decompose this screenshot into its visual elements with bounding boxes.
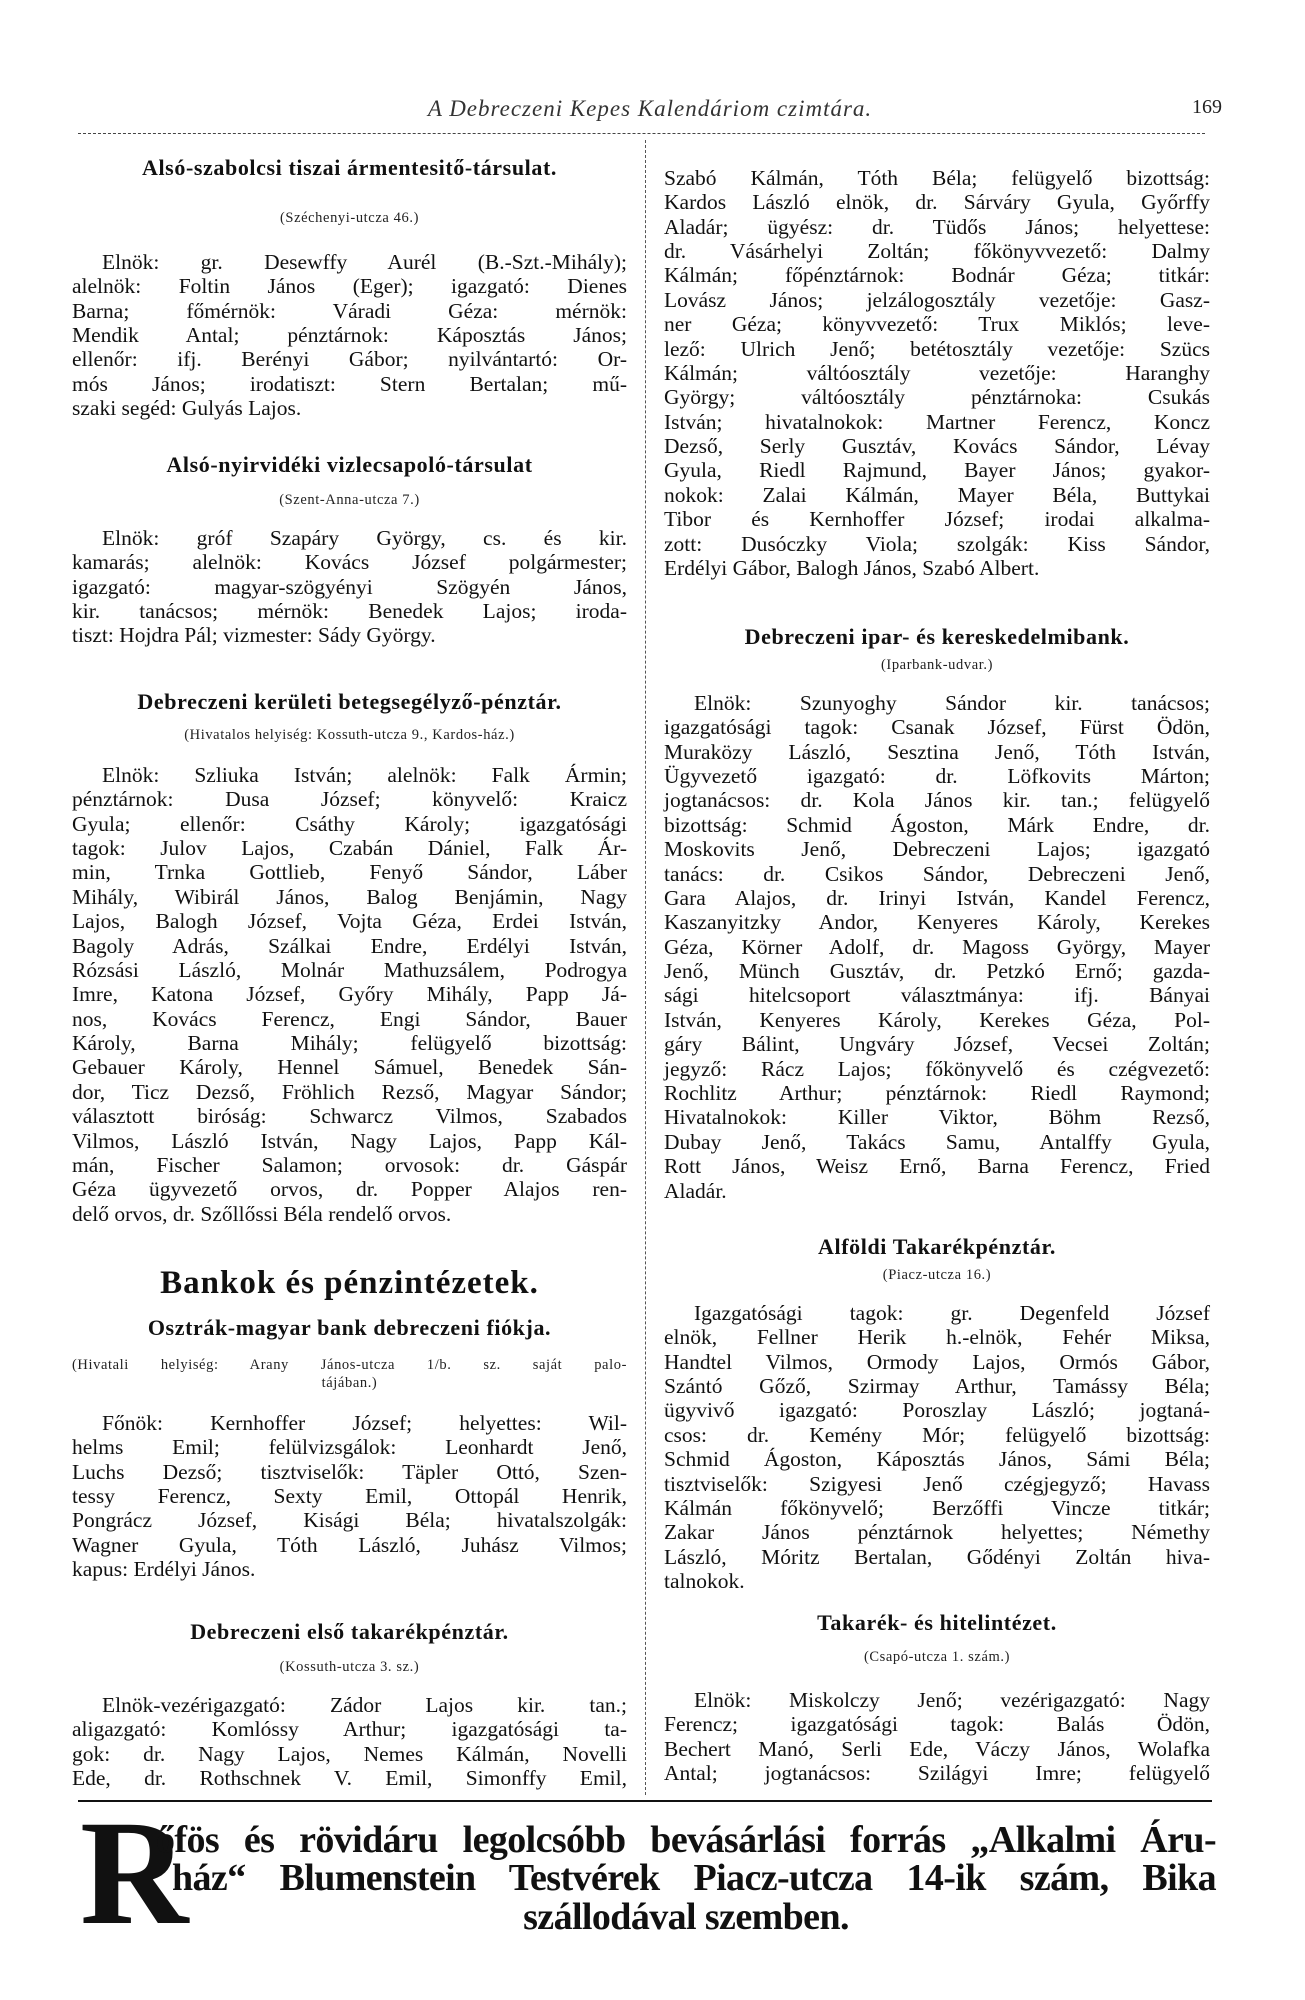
text-line: alelnök: Foltin János (Eger); igazgató: Dienes — [72, 274, 627, 299]
text-line: Főnök: Kernhoffer József; helyettes: Wil- — [102, 1410, 627, 1435]
institution-address: (Csapó-utcza 1. szám.) — [863, 1649, 1011, 1665]
text-line: mós János; irodatiszt: Stern Bertalan; mű- — [72, 371, 627, 396]
text-line: tagok: Julov Lajos, Czabán Dániel, Falk Ár- — [72, 835, 627, 860]
text-line: Elnök: gr. Desewffy Aurél (B.-Szt.-Mihály); — [102, 249, 627, 274]
text-line: Elnök-vezérigazgató: Zádor Lajos kir. tan.; — [102, 1692, 627, 1717]
advertisement — [0, 1790, 1305, 1956]
institution-heading: Alföldi Takarékpénztár. — [818, 1234, 1056, 1259]
text-line: Antal; jogtanácsos: Szilágyi Imre; felügyelő — [664, 1760, 1210, 1785]
text-line: igazgató: magyar-szögyényi Szögyén János, — [72, 574, 627, 599]
page-number: 169 — [1192, 96, 1222, 118]
text-line: Luchs Dezső; tisztviselők: Täpler Ottó, Szen- — [72, 1459, 627, 1484]
section-title: Bankok és pénzintézetek. — [160, 1265, 539, 1301]
text-line: igazgatósági tagok: Csanak József, Fürst Ödön, — [664, 715, 1210, 740]
text-line: Schmid Ágoston, Káposztás János, Sámi Béla; — [664, 1447, 1210, 1472]
institution-heading: Alsó-szabolcsi tiszai ármentesitő-társulat. — [141, 155, 557, 180]
footer-rule — [78, 1800, 1212, 1802]
text-line: Mendik Antal; pénztárnok: Káposztás János; — [72, 322, 627, 347]
institution-body — [664, 691, 1210, 1203]
institution-address: (Kossuth-utcza 3. sz.) — [279, 1659, 420, 1675]
text-line: Ügyvezető igazgató: dr. Löfkovits Márton; — [664, 763, 1210, 788]
text-line: elnök, Fellner Herik h.-elnök, Fehér Miksa, — [664, 1325, 1210, 1350]
text-line: Kálmán; főpénztárnok: Bodnár Géza; titkár: — [664, 263, 1210, 288]
institution-body — [664, 1301, 1210, 1594]
text-line: tanács: dr. Csikos Sándor, Debreczeni Jenő, — [664, 861, 1210, 886]
text-line: Vilmos, László István, Nagy Lajos, Papp Kál- — [72, 1128, 627, 1153]
text-line: Gyula; ellenőr: Csáthy Károly; igazgatósági — [72, 811, 627, 836]
text-line: dr. Vásárhelyi Zoltán; főkönyvvezető: Dalmy — [664, 238, 1210, 263]
institution-heading: Osztrák-magyar bank debreczeni fiókja. — [147, 1315, 552, 1340]
text-line: helms Emil; felülvizsgálok: Leonhardt Jenő, — [72, 1435, 627, 1460]
advertisement-line: szállodával szemben. — [523, 1896, 849, 1938]
text-line: Lovász János; jelzálogosztály vezetője: Gasz- — [664, 287, 1210, 312]
text-line: tisztviselők: Szigyesi Jenő czégjegyző; Havass — [664, 1471, 1210, 1496]
text-line: kapus: Erdélyi János. — [72, 1557, 256, 1582]
text-line: Igazgatósági tagok: gr. Degenfeld József — [694, 1300, 1210, 1325]
text-line: min, Trnka Gottlieb, Fenyő Sándor, Láber — [72, 860, 627, 885]
text-line: Rochlitz Arthur; pénztárnok: Riedl Raymond; — [664, 1081, 1210, 1106]
text-line: Kálmán; váltóosztály vezetője: Haranghy — [664, 360, 1210, 385]
text-line: Muraközy László, Sesztina Jenő, Tóth István, — [664, 739, 1210, 764]
text-line: Elnök: Szunyoghy Sándor kir. tanácsos; — [694, 690, 1210, 715]
running-header-title: A Debreczeni Kepes Kalendáriom czimtára. — [427, 96, 873, 121]
institution-heading: Debreczeni első takarékpénztár. — [190, 1619, 509, 1644]
text-line: Elnök: gróf Szapáry György, cs. és kir. — [102, 525, 627, 550]
institution-address: (Iparbank-udvar.) — [880, 657, 994, 673]
text-line: Lajos, Balogh József, Vojta Géza, Erdei István, — [72, 909, 627, 934]
institution-heading: Debreczeni kerületi betegsegélyző-pénztár. — [137, 689, 562, 714]
text-line: Aladár. — [664, 1178, 727, 1203]
text-line: Kálmán főkönyvelő; Berzőffi Vincze titkár; — [664, 1495, 1210, 1520]
text-line: dor, Ticz Dezső, Fröhlich Rezső, Magyar Sándor; — [72, 1079, 627, 1104]
text-line: István, Kenyeres Károly, Kerekes Géza, Pol- — [664, 1007, 1210, 1032]
text-line: Gara Alajos, dr. Irinyi István, Kandel Ferencz, — [664, 885, 1210, 910]
text-line: Gyula, Riedl Rajmund, Bayer János; gyakor- — [664, 458, 1210, 483]
text-line: László, Móritz Bertalan, Gődényi Zoltán hiva- — [664, 1544, 1210, 1569]
text-line: tessy Ferencz, Sexty Emil, Ottopál Henrik, — [72, 1483, 627, 1508]
text-line: ügyvivő igazgató: Poroszlay László; jogtaná- — [664, 1398, 1210, 1423]
institution-body — [664, 166, 1210, 581]
text-line: ner Géza; könyvvezető: Trux Miklós; leve- — [664, 312, 1210, 337]
text-line: Mihály, Wibirál János, Balog Benjámin, Nagy — [72, 884, 627, 909]
text-line: aligazgató: Komlóssy Arthur; igazgatósági ta- — [72, 1717, 627, 1742]
text-line: kamarás; alelnök: Kovács József polgármester; — [72, 550, 627, 575]
text-line: Dezső, Serly Gusztáv, Kovács Sándor, Lévay — [664, 434, 1210, 459]
institution-address: (Szent-Anna-utcza 7.) — [279, 492, 420, 508]
text-line: jegyző: Rácz Lajos; főkönyvelő és czégvezető: — [664, 1056, 1210, 1081]
text-line: Géza, Körner Adolf, dr. Magoss György, Mayer — [664, 934, 1210, 959]
institution-body — [72, 526, 627, 648]
text-line: Géza ügyvezető orvos, dr. Popper Alajos ren- — [72, 1177, 627, 1202]
text-line: sági hitelcsoport választmánya: ifj. Bányai — [664, 983, 1210, 1008]
text-line: Dubay Jenő, Takács Samu, Antalffy Gyula, — [664, 1129, 1210, 1154]
text-line: György; váltóosztály pénztárnoka: Csukás — [664, 385, 1210, 410]
text-line: szaki segéd: Gulyás Lajos. — [72, 396, 302, 421]
text-line: lező: Ulrich Jenő; betétosztály vezetője: Szücs — [664, 336, 1210, 361]
text-line: jogtanácsos: dr. Kola János kir. tan.; felügyelő — [664, 788, 1210, 813]
text-line: gáry Bálint, Ungváry József, Vecsei Zoltán; — [664, 1032, 1210, 1057]
text-line: Zakar János pénztárnok helyettes; Némethy — [664, 1520, 1210, 1545]
institution-address: (Hivatali helyiség: Arany János-utcza 1/b. sz. saját palo- — [72, 1357, 627, 1373]
text-line: zott: Dusóczky Viola; szolgák: Kiss Sándor, — [664, 531, 1210, 556]
text-line: Kardos László elnök, dr. Sárváry Gyula, Győrffy — [664, 190, 1210, 215]
text-line: pénztárnok: Dusa József; könyvelő: Kraicz — [72, 787, 627, 812]
text-line: Erdélyi Gábor, Balogh János, Szabó Albert. — [664, 556, 1040, 581]
text-line: csos: dr. Kemény Mór; felügyelő bizottság: — [664, 1422, 1210, 1447]
institution-heading: Alsó-nyirvidéki vizlecsapoló-társulat — [166, 452, 533, 477]
institution-body — [72, 1693, 627, 1791]
text-line: nokok: Zalai Kálmán, Mayer Béla, Buttykai — [664, 482, 1210, 507]
text-line: Szabó Kálmán, Tóth Béla; felügyelő bizottság: — [664, 165, 1210, 190]
text-line: Elnök: Szliuka István; alelnök: Falk Ármin; — [102, 762, 627, 787]
text-line: Barna; főmérnök: Váradi Géza: mérnök: — [72, 298, 627, 323]
text-line: Hivatalnokok: Killer Viktor, Böhm Rezső, — [664, 1105, 1210, 1130]
text-line: ellenőr: ifj. Berényi Gábor; nyilvántartó: Or- — [72, 347, 627, 372]
text-line: Wagner Gyula, Tóth László, Juhász Vilmos; — [72, 1532, 627, 1557]
institution-address: (Széchenyi-utcza 46.) — [279, 210, 419, 226]
text-line: Rott János, Weisz Ernő, Barna Ferencz, Fried — [664, 1154, 1210, 1179]
header-rule — [78, 133, 1205, 134]
text-line: Tibor és Kernhoffer József; irodai alkalma- — [664, 507, 1210, 532]
text-line: Kaszanyitzky Andor, Kenyeres Károly, Kerekes — [664, 910, 1210, 935]
text-line: tiszt: Hojdra Pál; vizmester: Sády György. — [72, 623, 436, 648]
text-line: Ede, dr. Rothschnek V. Emil, Simonffy Emil, — [72, 1765, 627, 1790]
text-line: Jenő, Münch Gusztáv, dr. Petzkó Ernő; gazda- — [664, 959, 1210, 984]
text-line: Szántó Gőző, Szirmay Arthur, Tamássy Béla; — [664, 1373, 1210, 1398]
text-line: gok: dr. Nagy Lajos, Nemes Kálmán, Novelli — [72, 1741, 627, 1766]
text-line: kir. tanácsos; mérnök: Benedek Lajos; iroda- — [72, 598, 627, 623]
text-line: delő orvos, dr. Szőllőssi Béla rendelő orvos. — [72, 1201, 452, 1226]
institution-body — [72, 763, 627, 1226]
advertisement-line: ház“ Blumenstein Testvérek Piacz-utcza 14-ik szám, Bika — [172, 1857, 1216, 1899]
text-line: Moskovits Jenő, Debreczeni Lajos; igazgató — [664, 837, 1210, 862]
text-line: mán, Fischer Salamon; orvosok: dr. Gáspár — [72, 1153, 627, 1178]
text-line: Bagoly Adrás, Szálkai Endre, Erdélyi István, — [72, 933, 627, 958]
text-line: Pongrácz József, Kisági Béla; hivatalszolgák: — [72, 1508, 627, 1533]
text-line: Elnök: Miskolczy Jenő; vezérigazgató: Nagy — [694, 1687, 1210, 1712]
institution-address: (Hivatalos helyiség: Kossuth-utcza 9., Kardos-ház.) — [184, 727, 515, 743]
institution-body — [72, 250, 627, 421]
text-line: Aladár; ügyész: dr. Tüdős János; helyettese: — [664, 214, 1210, 239]
institution-address: (Piacz-utcza 16.) — [882, 1267, 992, 1283]
text-line: Rózsási László, Molnár Mathuzsálem, Podrogya — [72, 957, 627, 982]
text-line: István; hivatalnokok: Martner Ferencz, Koncz — [664, 409, 1210, 434]
text-line: Károly, Barna Mihály; felügyelő bizottság: — [72, 1031, 627, 1056]
text-line: bizottság: Schmid Ágoston, Márk Endre, dr. — [664, 812, 1210, 837]
text-line: nos, Kovács Ferencz, Engi Sándor, Bauer — [72, 1006, 627, 1031]
text-line: Imre, Katona József, Győry Mihály, Papp Já- — [72, 982, 627, 1007]
institution-heading: Takarék- és hitelintézet. — [817, 1610, 1057, 1635]
advertisement-drop-cap: R — [80, 1790, 189, 1956]
text-line: Gebauer Károly, Hennel Sámuel, Benedek Sán- — [72, 1055, 627, 1080]
text-line: Ferencz; igazgatósági tagok: Balás Ödön, — [664, 1712, 1210, 1737]
advertisement-line: őfös és rövidáru legolcsóbb bevásárlási forrás „Alkalmi Áru- — [156, 1819, 1216, 1861]
institution-body — [72, 1411, 627, 1582]
institution-address: tájában.) — [321, 1375, 378, 1391]
institution-heading: Debreczeni ipar- és kereskedelmibank. — [744, 624, 1130, 649]
institution-body — [664, 1688, 1210, 1786]
text-line: talnokok. — [664, 1569, 745, 1594]
column-divider — [645, 140, 646, 1795]
text-line: Bechert Manó, Serli Ede, Váczy János, Wolafka — [664, 1736, 1210, 1761]
text-line: Handtel Vilmos, Ormody Lajos, Ormós Gábor, — [664, 1349, 1210, 1374]
text-line: választott biróság: Schwarcz Vilmos, Szabados — [72, 1104, 627, 1129]
